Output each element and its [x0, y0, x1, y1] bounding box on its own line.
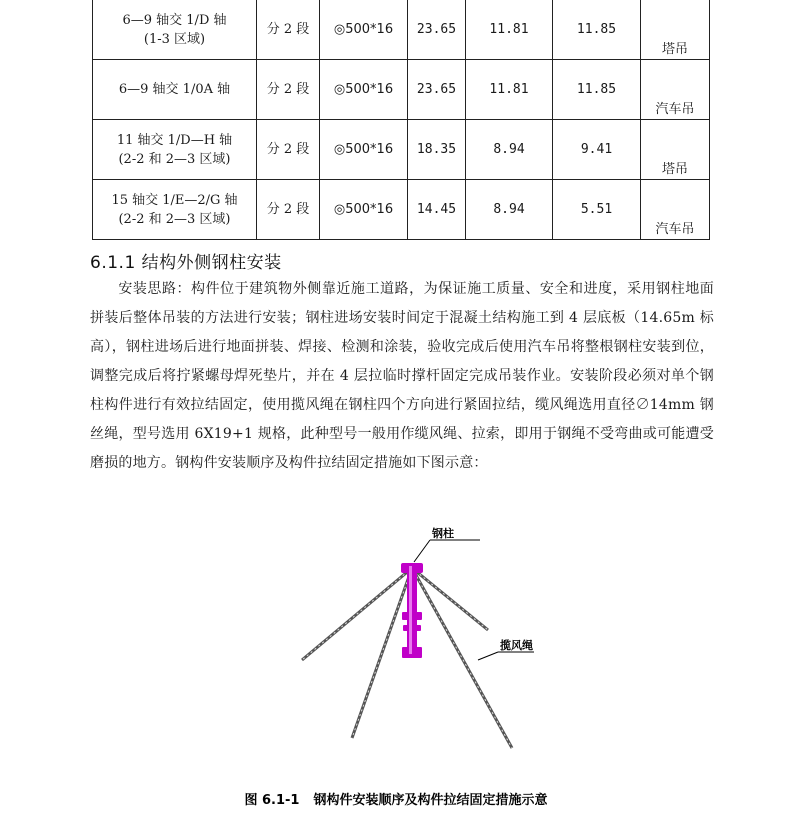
cell-weight2: 11.85: [553, 0, 641, 60]
cell-weight1: 11.81: [466, 0, 553, 60]
cell-location: [93, 0, 257, 60]
table-row: [93, 180, 710, 240]
cell-section: ◎500*16: [320, 120, 408, 180]
cell-crane: [641, 120, 710, 180]
cell-weight2: 11.85: [553, 60, 641, 120]
cell-segments: 分 2 段: [257, 120, 320, 180]
cell-length: 23.65: [408, 60, 466, 120]
cell-length: 18.35: [408, 120, 466, 180]
cell-section: ◎500*16: [320, 0, 408, 60]
cell-segments: 分 2 段: [257, 0, 320, 60]
cell-crane: [641, 180, 710, 240]
cell-weight1: 11.81: [466, 60, 553, 120]
cell-weight2: 9.41: [553, 120, 641, 180]
location-line: 15 轴交 1/E—2/G 轴: [111, 192, 238, 208]
cell-crane: [641, 0, 710, 60]
label-rope: 揽风绳: [500, 639, 533, 652]
leader-rope: [478, 652, 498, 660]
table-row: [93, 0, 710, 60]
paragraph-text: 安装思路：构件位于建筑物外侧靠近施工道路，为保证施工质量、安全和进度，采用钢柱地面拼装后整体吊装的方法进行安装；钢柱进场安装时间定于混凝土结构施工到 4 层底板（14.65m 标高），钢柱进场后进行地面拼装、焊接、检测和涂装，验收完成后使用汽车吊将整根钢柱安装到位，调整完成后将拧紧螺母焊死垫片，并在 4 层拉临时撑杆固定完成吊装作业。安装阶段必须对单个钢柱构件进行有效拉结固定，使用揽风绳在钢柱四个方向进行紧固拉结，缆风绳选用直径∅14mm 钢丝绳，型号选用 6X19+1 规格，此种型号一般用作缆风绳、拉索，即用于钢绳不受弯曲或可能遭受磨损的地方。钢构件安装顺序及构件拉结固定措施如下图示意：: [90, 281, 714, 471]
diagram-svg: [290, 520, 550, 760]
table-row: [93, 120, 710, 180]
location-line: (2-2 和 2—3 区域): [118, 211, 231, 227]
steel-column: [401, 563, 423, 658]
cell-weight1: 8.94: [466, 180, 553, 240]
cell-location: [93, 120, 257, 180]
cell-segments: 分 2 段: [257, 60, 320, 120]
cell-length: 14.45: [408, 180, 466, 240]
cell-crane: [641, 60, 710, 120]
table-row: [93, 60, 710, 120]
location-line: (1-3 区域): [143, 31, 206, 47]
crane-type: 塔吊: [661, 42, 688, 57]
caption-text: 钢构件安装顺序及构件拉结固定措施示意: [313, 793, 548, 808]
cell-location: [93, 60, 257, 120]
cell-segments: 分 2 段: [257, 180, 320, 240]
cell-weight2: 5.51: [553, 180, 641, 240]
cell-section: ◎500*16: [320, 60, 408, 120]
body-paragraph: [90, 275, 714, 478]
steel-column-table: [92, 0, 710, 240]
label-column: 钢柱: [432, 527, 454, 540]
crane-type: 汽车吊: [655, 222, 695, 237]
location-line: 6—9 轴交 1/D 轴: [122, 12, 227, 28]
crane-type: 塔吊: [661, 162, 688, 177]
caption-number: 图 6.1-1: [244, 793, 300, 808]
figure-caption: [0, 789, 792, 808]
cell-length: 23.65: [408, 0, 466, 60]
location-line: 6—9 轴交 1/0A 轴: [118, 82, 231, 97]
cell-section: ◎500*16: [320, 180, 408, 240]
cell-location: [93, 180, 257, 240]
figure-guy-wire-diagram: [290, 520, 550, 760]
location-line: 11 轴交 1/D—H 轴: [116, 132, 233, 148]
guy-rope-right: [412, 568, 488, 630]
location-line: (2-2 和 2—3 区域): [118, 151, 231, 167]
crane-type: 汽车吊: [655, 102, 695, 117]
cell-weight1: 8.94: [466, 120, 553, 180]
leader-column: [414, 540, 430, 562]
section-heading: 6.1.1 结构外侧钢柱安装: [90, 253, 282, 273]
